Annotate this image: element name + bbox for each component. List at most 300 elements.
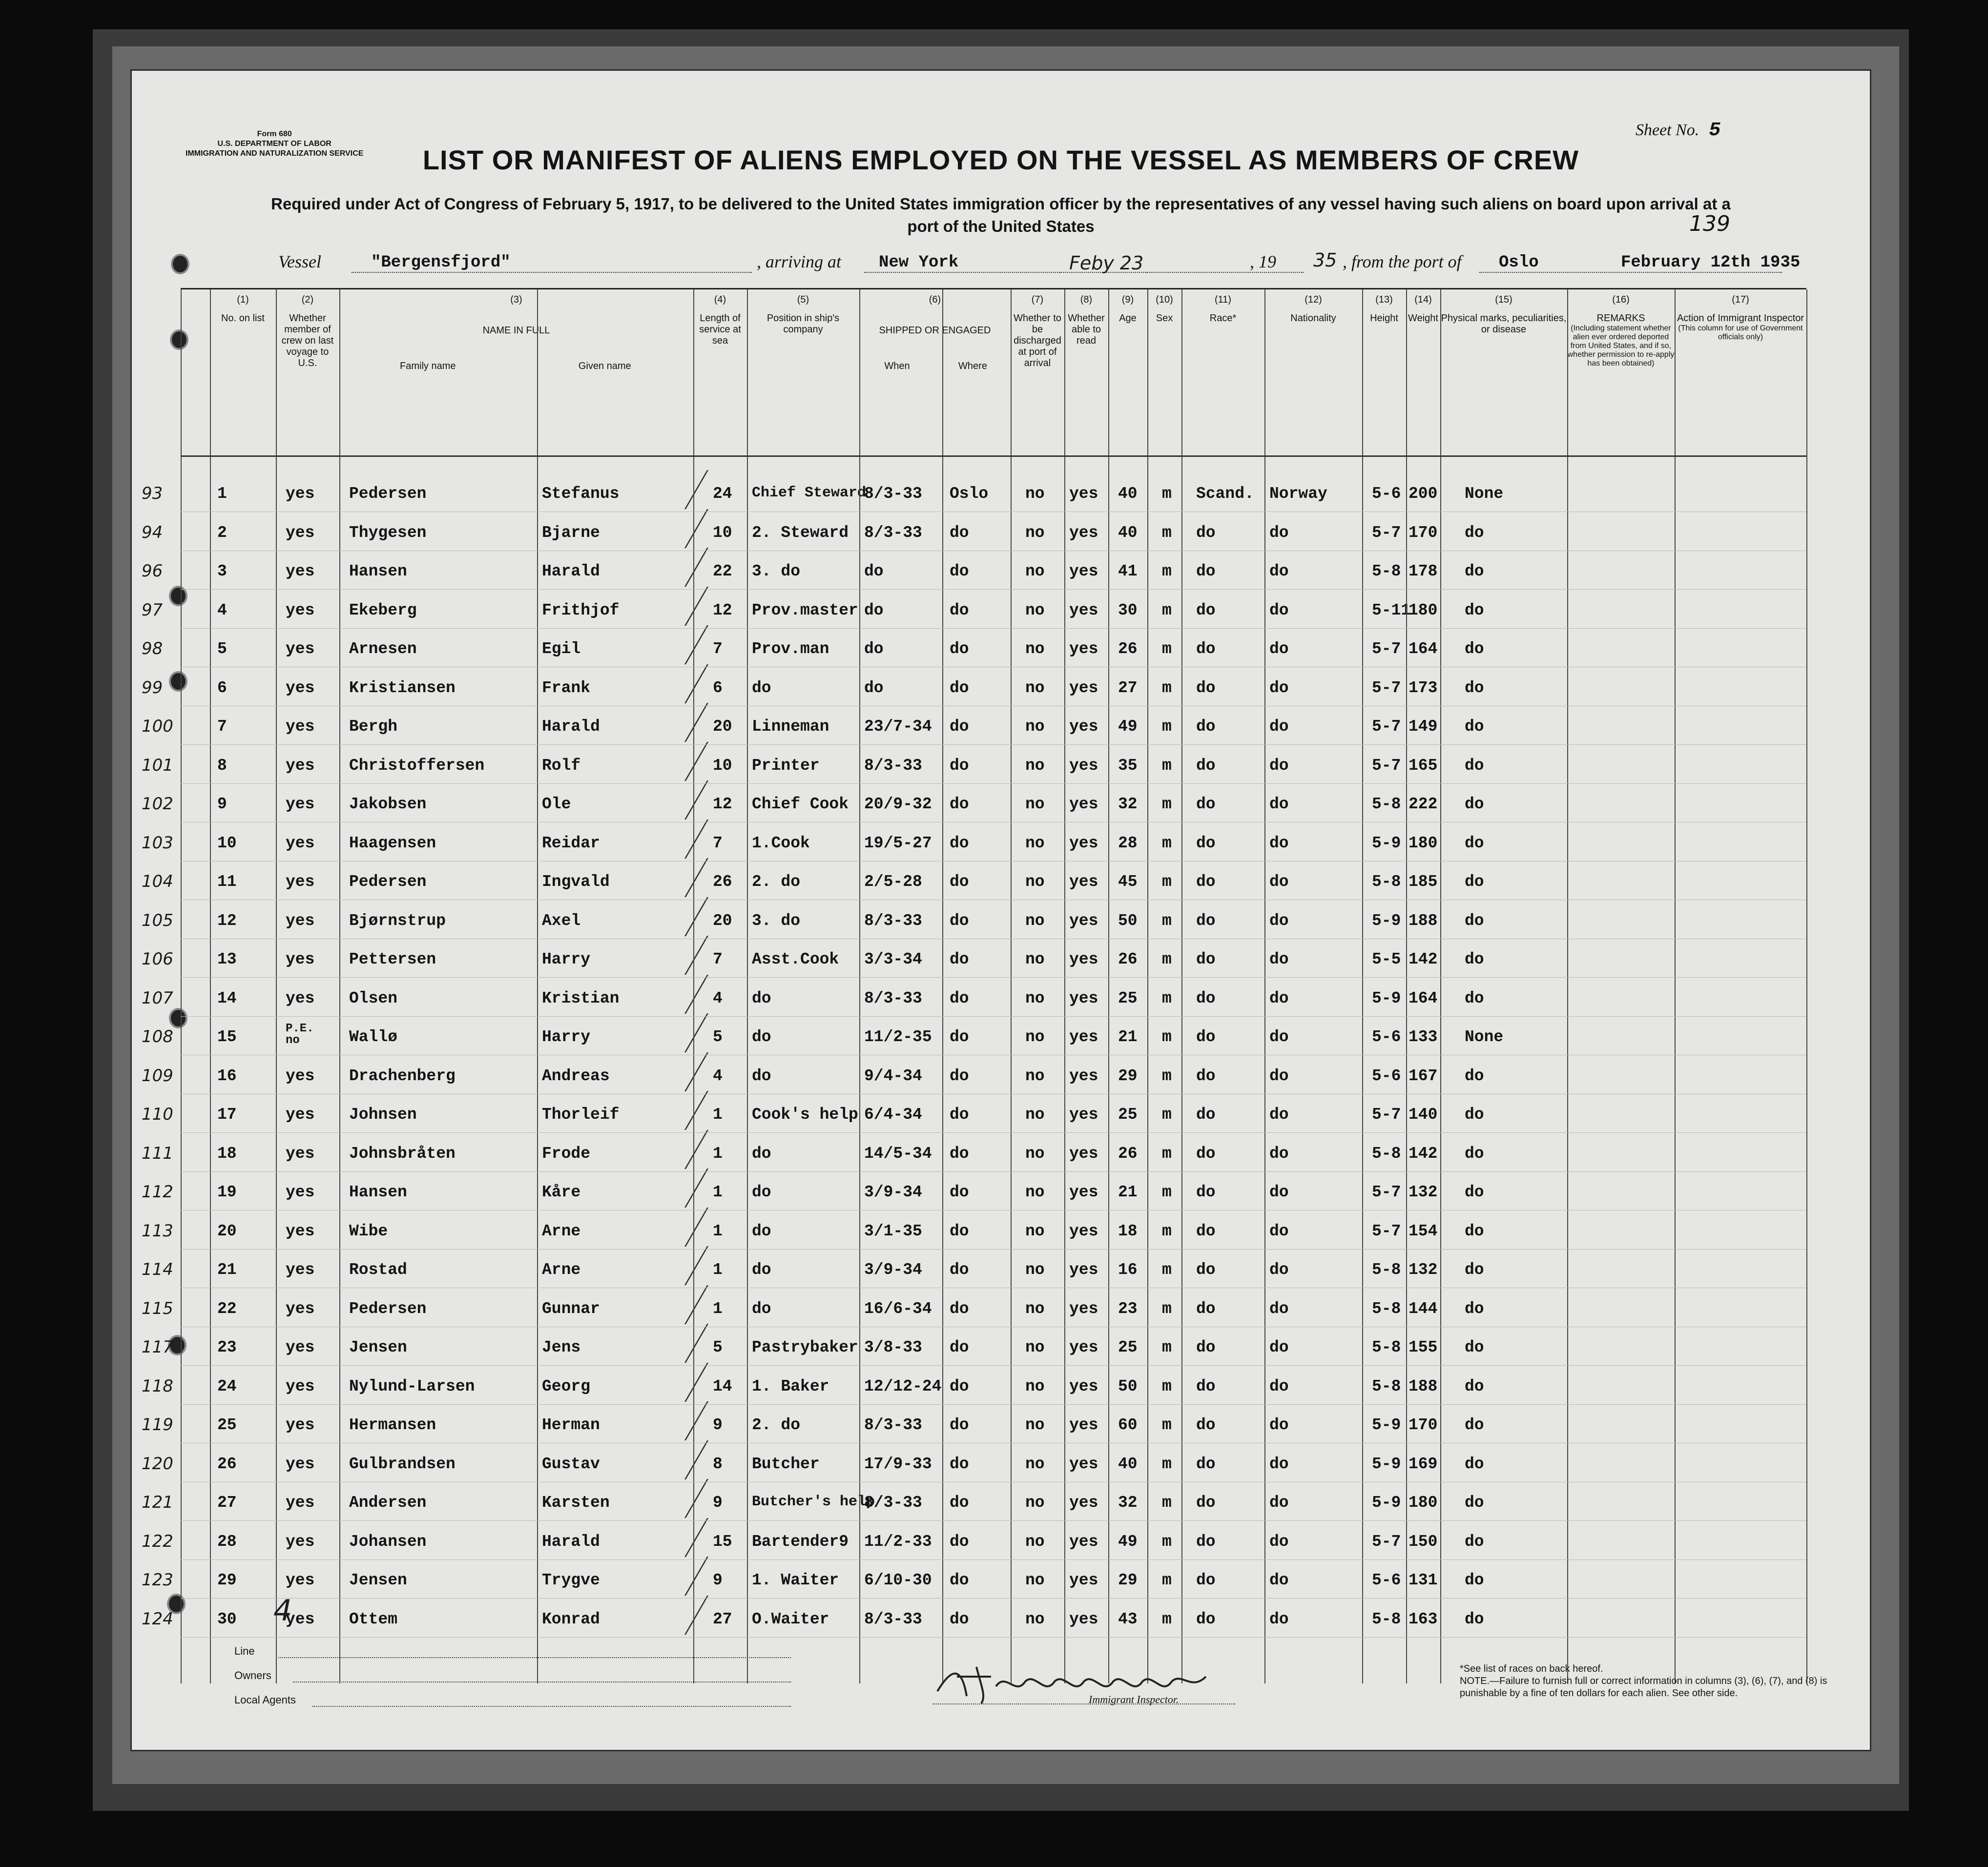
cell-given: Harald <box>542 1532 600 1551</box>
cell-race: do <box>1196 1455 1216 1473</box>
cell-family: Bergh <box>349 718 398 736</box>
cell-nationality: do <box>1269 1338 1289 1356</box>
cell-read: yes <box>1069 950 1098 968</box>
cell-where: do <box>950 1261 969 1279</box>
cell-weight: 170 <box>1408 523 1438 542</box>
cell-discharged: no <box>1025 1144 1045 1163</box>
table-row <box>142 519 1806 558</box>
cell-read: yes <box>1069 756 1098 775</box>
cell-position: do <box>752 1028 771 1046</box>
cell-age: 32 <box>1118 795 1138 813</box>
year-handwritten: 35 <box>1313 249 1337 271</box>
cell-sex: m <box>1162 1222 1172 1240</box>
cell-read: yes <box>1069 795 1098 813</box>
cell-no: 21 <box>217 1261 237 1279</box>
cell-marks: do <box>1465 1377 1484 1395</box>
cell-height: 5-6 <box>1372 1028 1401 1046</box>
cell-family: Ottem <box>349 1610 398 1628</box>
cell-family: Rostad <box>349 1261 407 1279</box>
cell-discharged: no <box>1025 718 1045 736</box>
cell-no: 12 <box>217 911 237 930</box>
sheet-number <box>1636 120 1720 142</box>
cell-position: 1. Baker <box>752 1377 829 1395</box>
cell-position: 1.Cook <box>752 834 810 852</box>
cell-crew: yes <box>286 795 315 813</box>
cell-sex: m <box>1162 1338 1172 1356</box>
cell-height: 5-7 <box>1372 678 1401 697</box>
table-row <box>142 1450 1806 1489</box>
table-row <box>142 1217 1806 1256</box>
cell-position: do <box>752 1299 771 1318</box>
handwritten-entry-number: 123 <box>142 1570 173 1590</box>
cell-where: do <box>950 1338 969 1356</box>
arriving-label: , arriving at <box>757 252 842 271</box>
sheet-number-label: Sheet No. <box>1636 121 1699 139</box>
cell-crew: yes <box>286 678 315 697</box>
cell-weight: 165 <box>1408 756 1438 775</box>
cell-weight: 180 <box>1408 834 1438 852</box>
service-name: IMMIGRATION AND NATURALIZATION SERVICE <box>186 149 364 158</box>
cell-given: Gunnar <box>542 1299 600 1318</box>
cell-height: 5-8 <box>1372 562 1401 580</box>
year-prefix: , 19 <box>1250 252 1276 271</box>
cell-family: Jensen <box>349 1571 407 1589</box>
table-row <box>142 1411 1806 1450</box>
cell-family: Hansen <box>349 562 407 580</box>
cell-discharged: no <box>1025 562 1045 580</box>
column-header <box>859 294 1011 372</box>
cell-crew: yes <box>286 1494 315 1512</box>
cell-age: 32 <box>1118 1494 1138 1512</box>
cell-when: 6/4-34 <box>864 1106 922 1124</box>
cell-where: do <box>950 834 969 852</box>
subtitle-line-1: Required under Act of Congress of February 5, 1917, to be delivered to the United States immigration officer by the representatives of any vessel having such aliens on board upon arrival at a <box>271 195 1731 213</box>
column-header <box>210 294 276 324</box>
cell-age: 35 <box>1118 756 1138 775</box>
cell-where: do <box>950 562 969 580</box>
cell-nationality: do <box>1269 873 1289 891</box>
cell-read: yes <box>1069 1416 1098 1434</box>
cell-sex: m <box>1162 485 1172 503</box>
cell-where: do <box>950 718 969 736</box>
handwritten-entry-number: 121 <box>142 1493 173 1512</box>
column-label: Age <box>1119 313 1137 324</box>
cell-service: 9 <box>713 1494 723 1512</box>
column-note: (Including statement whether alien ever ordered deported from United States, and if so, whether permission to re-apply has been obtained) <box>1567 324 1675 368</box>
footer-owners-label: Owners <box>234 1669 271 1682</box>
cell-given: Kristian <box>542 989 620 1007</box>
cell-discharged: no <box>1025 1532 1045 1551</box>
cell-height: 5-9 <box>1372 834 1401 852</box>
table-row <box>142 1256 1806 1295</box>
cell-weight: 150 <box>1408 1532 1438 1551</box>
cell-height: 5-7 <box>1372 756 1401 775</box>
handwritten-entry-number: 93 <box>142 484 163 503</box>
cell-race: do <box>1196 1106 1216 1124</box>
column-number: (14) <box>1414 294 1432 305</box>
column-label: SHIPPED OR ENGAGED <box>879 325 991 336</box>
cell-nationality: do <box>1269 1222 1289 1240</box>
cell-nationality: do <box>1269 601 1289 619</box>
cell-discharged: no <box>1025 1028 1045 1046</box>
footer-agents-label: Local Agents <box>234 1694 296 1706</box>
table-row <box>142 1178 1806 1217</box>
cell-when: 8/3-33 <box>864 523 922 542</box>
handwritten-entry-number: 124 <box>142 1609 173 1629</box>
subtitle-line-2: port of the United States <box>907 217 1095 235</box>
cell-height: 5-7 <box>1372 718 1401 736</box>
cell-sex: m <box>1162 718 1172 736</box>
cell-read: yes <box>1069 1144 1098 1163</box>
cell-marks: do <box>1465 1261 1484 1279</box>
cell-sex: m <box>1162 1571 1172 1589</box>
handwritten-entry-number: 99 <box>142 677 163 698</box>
cell-read: yes <box>1069 1028 1098 1046</box>
cell-no: 25 <box>217 1416 237 1434</box>
cell-discharged: no <box>1025 834 1045 852</box>
column-number: (5) <box>797 294 809 305</box>
cell-family: Hermansen <box>349 1416 436 1434</box>
cell-service: 7 <box>713 640 723 658</box>
cell-sex: m <box>1162 1067 1172 1085</box>
cell-when: do <box>864 562 884 580</box>
cell-no: 28 <box>217 1532 237 1551</box>
cell-read: yes <box>1069 1377 1098 1395</box>
cell-crew: yes <box>286 756 315 775</box>
table-row <box>142 1334 1806 1373</box>
cell-discharged: no <box>1025 950 1045 968</box>
cell-position: do <box>752 1144 771 1163</box>
column-sub-label: Given name <box>578 361 631 371</box>
cell-height: 5-7 <box>1372 1106 1401 1124</box>
cell-sex: m <box>1162 1028 1172 1046</box>
cell-sex: m <box>1162 756 1172 775</box>
cell-discharged: no <box>1025 1106 1045 1124</box>
cell-where: do <box>950 1494 969 1512</box>
cell-discharged: no <box>1025 640 1045 658</box>
cell-position: Pastrybaker <box>752 1338 858 1356</box>
cell-age: 50 <box>1118 1377 1138 1395</box>
cell-weight: 167 <box>1408 1067 1438 1085</box>
cell-given: Frank <box>542 678 591 697</box>
cell-marks: do <box>1465 1067 1484 1085</box>
cell-marks: do <box>1465 1416 1484 1434</box>
column-label: Nationality <box>1290 313 1336 324</box>
cell-crew: yes <box>286 1377 315 1395</box>
cell-family: Andersen <box>349 1494 427 1512</box>
cell-race: do <box>1196 678 1216 697</box>
cell-marks: do <box>1465 1571 1484 1589</box>
cell-nationality: do <box>1269 678 1289 697</box>
cell-where: do <box>950 1183 969 1201</box>
cell-given: Axel <box>542 911 581 930</box>
cell-weight: 188 <box>1408 911 1438 930</box>
cell-marks: do <box>1465 834 1484 852</box>
cell-crew: yes <box>286 1106 315 1124</box>
cell-race: do <box>1196 1532 1216 1551</box>
cell-position: O.Waiter <box>752 1610 829 1628</box>
cell-where: do <box>950 1416 969 1434</box>
cell-when: 3/1-35 <box>864 1222 922 1240</box>
cell-where: do <box>950 1532 969 1551</box>
table-row <box>142 674 1806 713</box>
handwritten-entry-number: 106 <box>142 949 173 969</box>
handwritten-entry-number: 122 <box>142 1531 173 1551</box>
cell-read: yes <box>1069 601 1098 619</box>
cell-weight: 133 <box>1408 1028 1438 1046</box>
cell-given: Ole <box>542 795 571 813</box>
cell-height: 5-8 <box>1372 795 1401 813</box>
table-row <box>142 1022 1806 1062</box>
cell-position: Cook's help <box>752 1106 858 1124</box>
cell-race: do <box>1196 1338 1216 1356</box>
cell-no: 30 <box>217 1610 237 1628</box>
cell-discharged: no <box>1025 795 1045 813</box>
cell-sex: m <box>1162 834 1172 852</box>
cell-nationality: do <box>1269 756 1289 775</box>
cell-height: 5-9 <box>1372 989 1401 1007</box>
cell-family: Ekeberg <box>349 601 417 619</box>
cell-nationality: do <box>1269 640 1289 658</box>
cell-family: Johnsbråten <box>349 1144 456 1163</box>
from-port-label: , from the port of <box>1343 252 1462 271</box>
column-number: (7) <box>1031 294 1044 305</box>
column-header <box>1147 294 1181 324</box>
handwritten-entry-number: 112 <box>142 1182 173 1202</box>
cell-no: 24 <box>217 1377 237 1395</box>
handwritten-entry-number: 103 <box>142 833 173 853</box>
cell-discharged: no <box>1025 601 1045 619</box>
cell-age: 30 <box>1118 601 1138 619</box>
column-header <box>693 294 747 347</box>
table-row <box>142 868 1806 907</box>
cell-given: Harald <box>542 562 600 580</box>
cell-no: 1 <box>217 485 227 503</box>
cell-given: Arne <box>542 1222 581 1240</box>
cell-race: do <box>1196 1067 1216 1085</box>
cell-when: 8/3-33 <box>864 1416 922 1434</box>
cell-when: 8/3-33 <box>864 485 922 503</box>
cell-height: 5-6 <box>1372 1571 1401 1589</box>
cell-read: yes <box>1069 1338 1098 1356</box>
cell-race: do <box>1196 1299 1216 1318</box>
cell-read: yes <box>1069 1299 1098 1318</box>
cell-age: 41 <box>1118 562 1138 580</box>
cell-when: 9/4-34 <box>864 1067 922 1085</box>
cell-height: 5-5 <box>1372 950 1401 968</box>
cell-read: yes <box>1069 1222 1098 1240</box>
cell-sex: m <box>1162 1532 1172 1551</box>
column-header <box>1362 294 1406 324</box>
cell-given: Trygve <box>542 1571 600 1589</box>
column-header <box>276 294 339 369</box>
cell-service: 14 <box>713 1377 732 1395</box>
cell-race: do <box>1196 1494 1216 1512</box>
cell-service: 27 <box>713 1610 732 1628</box>
cell-nationality: do <box>1269 1455 1289 1473</box>
cell-family: Hansen <box>349 1183 407 1201</box>
cell-marks: do <box>1465 1338 1484 1356</box>
handwritten-entry-number: 96 <box>142 561 163 581</box>
cell-nationality: do <box>1269 1532 1289 1551</box>
table-row <box>142 829 1806 868</box>
cell-sex: m <box>1162 1377 1172 1395</box>
vessel-info-line <box>278 246 1801 276</box>
cell-height: 5-9 <box>1372 1494 1401 1512</box>
cell-family: Pedersen <box>349 485 427 503</box>
handwritten-entry-number: 105 <box>142 910 173 930</box>
cell-service: 20 <box>713 911 732 930</box>
cell-age: 43 <box>1118 1610 1138 1628</box>
cell-height: 5-7 <box>1372 1222 1401 1240</box>
cell-when: 3/8-33 <box>864 1338 922 1356</box>
cell-marks: do <box>1465 718 1484 736</box>
cell-family: Jakobsen <box>349 795 427 813</box>
cell-marks: do <box>1465 601 1484 619</box>
cell-age: 25 <box>1118 1106 1138 1124</box>
table-row <box>142 1489 1806 1528</box>
cell-service: 5 <box>713 1028 723 1046</box>
cell-service: 9 <box>713 1571 723 1589</box>
cell-crew: yes <box>286 1571 315 1589</box>
cell-age: 16 <box>1118 1261 1138 1279</box>
cell-where: do <box>950 989 969 1007</box>
column-label: Whether member of crew on last voyage to U.S. <box>281 313 334 369</box>
cell-no: 14 <box>217 989 237 1007</box>
check-mark <box>665 470 708 509</box>
vessel-name: "Bergensfjord" <box>371 253 511 272</box>
cell-service: 6 <box>713 678 723 697</box>
cell-nationality: do <box>1269 562 1289 580</box>
handwritten-page-number: 139 <box>1689 211 1730 236</box>
cell-marks: do <box>1465 562 1484 580</box>
table-row <box>142 985 1806 1024</box>
cell-nationality: do <box>1269 1494 1289 1512</box>
cell-discharged: no <box>1025 523 1045 542</box>
cell-race: do <box>1196 523 1216 542</box>
handwritten-entry-number: 109 <box>142 1066 173 1086</box>
cell-discharged: no <box>1025 1377 1045 1395</box>
cell-given: Bjarne <box>542 523 600 542</box>
cell-position: Chief Steward <box>752 485 867 501</box>
cell-no: 17 <box>217 1106 237 1124</box>
column-number: (10) <box>1156 294 1173 305</box>
cell-position: 2. Steward <box>752 523 849 542</box>
cell-nationality: do <box>1269 1299 1289 1318</box>
cell-position: do <box>752 1261 771 1279</box>
cell-family: Gulbrandsen <box>349 1455 456 1473</box>
cell-family: Drachenberg <box>349 1067 456 1085</box>
column-label: REMARKS <box>1596 313 1645 324</box>
cell-service: 10 <box>713 756 732 775</box>
cell-when: 8/3-33 <box>864 756 922 775</box>
cell-marks: do <box>1465 989 1484 1007</box>
handwritten-entry-number: 120 <box>142 1454 173 1474</box>
cell-service: 1 <box>713 1183 723 1201</box>
cell-where: do <box>950 640 969 658</box>
cell-discharged: no <box>1025 1494 1045 1512</box>
cell-sex: m <box>1162 911 1172 930</box>
cell-service: 22 <box>713 562 732 580</box>
footer-line-label: Line <box>234 1645 255 1657</box>
cell-read: yes <box>1069 989 1098 1007</box>
cell-crew: yes <box>286 1610 315 1628</box>
cell-when: 8/3-33 <box>864 1494 922 1512</box>
cell-age: 26 <box>1118 640 1138 658</box>
cell-no: 16 <box>217 1067 237 1085</box>
cell-given: Konrad <box>542 1610 600 1628</box>
cell-nationality: do <box>1269 834 1289 852</box>
cell-race: do <box>1196 1261 1216 1279</box>
cell-no: 2 <box>217 523 227 542</box>
cell-nationality: do <box>1269 1183 1289 1201</box>
column-header <box>1264 294 1362 324</box>
cell-when: 14/5-34 <box>864 1144 932 1163</box>
binder-hole <box>171 254 189 274</box>
cell-marks: do <box>1465 1183 1484 1201</box>
cell-weight: 144 <box>1408 1299 1438 1318</box>
cell-read: yes <box>1069 1532 1098 1551</box>
cell-age: 25 <box>1118 1338 1138 1356</box>
cell-service: 12 <box>713 601 732 619</box>
cell-when: 3/3-34 <box>864 950 922 968</box>
cell-weight: 164 <box>1408 640 1438 658</box>
cell-marks: do <box>1465 640 1484 658</box>
cell-given: Harry <box>542 950 591 968</box>
cell-crew: yes <box>286 1532 315 1551</box>
cell-read: yes <box>1069 1455 1098 1473</box>
cell-given: Karsten <box>542 1494 610 1512</box>
cell-crew: yes <box>286 1261 315 1279</box>
cell-sex: m <box>1162 873 1172 891</box>
cell-weight: 188 <box>1408 1377 1438 1395</box>
cell-sex: m <box>1162 1494 1172 1512</box>
cell-crew: yes <box>286 1416 315 1434</box>
cell-no: 8 <box>217 756 227 775</box>
cell-marks: do <box>1465 1144 1484 1163</box>
table-row <box>142 480 1806 519</box>
column-number: (13) <box>1375 294 1393 305</box>
table-row <box>142 1373 1806 1412</box>
cell-marks: None <box>1465 485 1504 503</box>
cell-read: yes <box>1069 640 1098 658</box>
column-label: Height <box>1370 313 1398 324</box>
cell-crew: yes <box>286 950 315 968</box>
cell-given: Frithjof <box>542 601 620 619</box>
cell-discharged: no <box>1025 873 1045 891</box>
cell-position: 3. do <box>752 562 801 580</box>
cell-given: Egil <box>542 640 581 658</box>
column-header <box>747 294 859 335</box>
cell-age: 29 <box>1118 1067 1138 1085</box>
cell-age: 21 <box>1118 1028 1138 1046</box>
cell-family: Pettersen <box>349 950 436 968</box>
cell-nationality: do <box>1269 1144 1289 1163</box>
cell-where: Oslo <box>950 485 989 503</box>
cell-position: 1. Waiter <box>752 1571 839 1589</box>
handwritten-entry-number: 118 <box>142 1376 173 1396</box>
handwritten-mark: 4 <box>273 1594 292 1628</box>
column-number: (1) <box>237 294 249 305</box>
cell-nationality: do <box>1269 1261 1289 1279</box>
cell-no: 15 <box>217 1028 237 1046</box>
cell-discharged: no <box>1025 1338 1045 1356</box>
cell-weight: 164 <box>1408 989 1438 1007</box>
table-row <box>142 1101 1806 1140</box>
cell-weight: 140 <box>1408 1106 1438 1124</box>
cell-marks: None <box>1465 1028 1504 1046</box>
cell-no: 23 <box>217 1338 237 1356</box>
